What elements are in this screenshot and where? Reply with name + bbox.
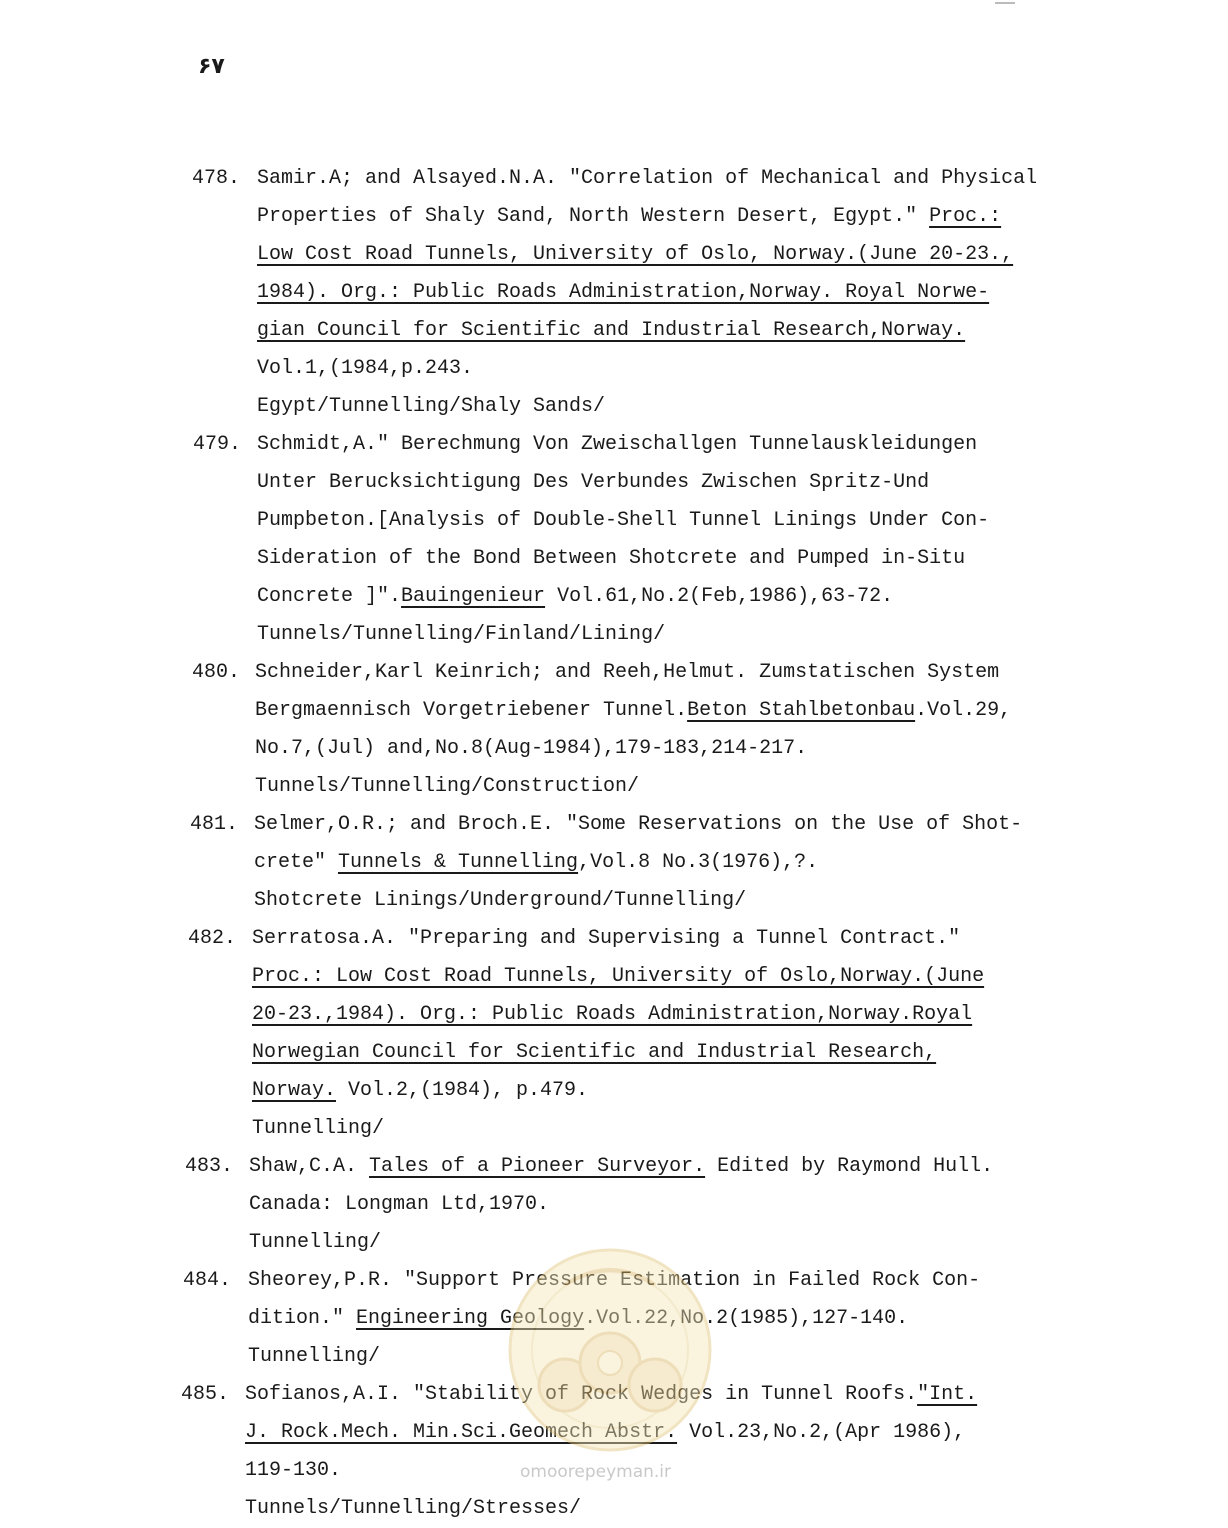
reference-line xyxy=(252,920,1228,958)
reference-text: .Vol.22,No.2(1985),127-140. xyxy=(584,1307,909,1330)
reference-number: 479. xyxy=(193,433,242,456)
reference-line xyxy=(248,1338,1228,1376)
reference-text: Unter Berucksichtigung Des Verbundes Zwischen Spritz-Und xyxy=(257,471,930,494)
reference-number: 485. xyxy=(181,1383,230,1406)
reference-line xyxy=(257,502,1228,540)
reference-line xyxy=(257,350,1228,388)
reference-text: Vol.1,(1984,p.243. xyxy=(257,357,474,380)
reference-text: Egypt/Tunnelling/Shaly Sands/ xyxy=(257,395,606,418)
reference-line xyxy=(248,1262,1228,1300)
reference-number: 478. xyxy=(192,167,241,190)
reference-title-underlined: Bauingenieur xyxy=(401,585,546,608)
reference-line xyxy=(255,654,1228,692)
reference-line xyxy=(257,274,1228,312)
reference-entry xyxy=(0,160,1228,426)
reference-title-underlined: Tales of a Pioneer Surveyor. xyxy=(369,1155,706,1178)
reference-line xyxy=(255,768,1228,806)
reference-title-underlined: Proc.: Low Cost Road Tunnels, University of Oslo,Norway.(June xyxy=(252,965,985,988)
reference-text: Tunnels/Tunnelling/Construction/ xyxy=(255,775,640,798)
reference-line xyxy=(245,1414,1228,1452)
reference-line xyxy=(249,1224,1228,1262)
reference-title-underlined: Engineering Geology xyxy=(356,1307,585,1330)
reference-number: 484. xyxy=(183,1269,232,1292)
reference-line xyxy=(254,844,1228,882)
reference-list xyxy=(0,160,1228,1528)
reference-text: Tunnelling/ xyxy=(249,1231,382,1254)
reference-title-underlined: Proc.: xyxy=(929,205,1002,228)
reference-line xyxy=(245,1376,1228,1414)
reference-entry xyxy=(0,920,1228,1148)
reference-line xyxy=(254,882,1228,920)
reference-text: Vol.61,No.2(Feb,1986),63-72. xyxy=(545,585,894,608)
reference-text: ,Vol.8 No.3(1976),?. xyxy=(578,851,819,874)
reference-entry xyxy=(0,654,1228,806)
reference-text: Tunnels/Tunnelling/Stresses/ xyxy=(245,1497,582,1520)
reference-number: 480. xyxy=(192,661,241,684)
reference-number: 481. xyxy=(190,813,239,836)
reference-entry xyxy=(0,1148,1228,1262)
reference-line xyxy=(257,312,1228,350)
reference-text: Sideration of the Bond Between Shotcrete and Pumped in-Situ xyxy=(257,547,966,570)
reference-title-underlined: J. Rock.Mech. Min.Sci.Geomech Abstr. xyxy=(245,1421,678,1444)
page-number: ۶۷ xyxy=(198,54,225,79)
reference-number: 483. xyxy=(185,1155,234,1178)
reference-text: Edited by Raymond Hull. xyxy=(705,1155,994,1178)
reference-line xyxy=(252,958,1228,996)
reference-title-underlined: Norway. xyxy=(252,1079,337,1102)
reference-line xyxy=(245,1452,1228,1490)
reference-entry xyxy=(0,1262,1228,1376)
reference-text: Shaw,C.A. xyxy=(249,1155,370,1178)
reference-text: Properties of Shaly Sand, North Western Desert, Egypt." xyxy=(257,205,930,228)
reference-text: Shotcrete Linings/Underground/Tunnelling/ xyxy=(254,889,747,912)
reference-text: 119-130. xyxy=(245,1459,342,1482)
reference-line xyxy=(249,1186,1228,1224)
reference-text: Tunnelling/ xyxy=(252,1117,385,1140)
reference-text: crete" xyxy=(254,851,339,874)
reference-line xyxy=(257,198,1228,236)
reference-entry xyxy=(0,806,1228,920)
reference-line xyxy=(245,1490,1228,1528)
reference-text: Pumpbeton.[Analysis of Double-Shell Tunnel Linings Under Con- xyxy=(257,509,990,532)
reference-text: Vol.23,No.2,(Apr 1986), xyxy=(677,1421,966,1444)
watermark-text: omoorepeyman.ir xyxy=(520,1462,672,1482)
reference-line xyxy=(249,1148,1228,1186)
reference-line xyxy=(257,160,1228,198)
reference-text: Concrete ]". xyxy=(257,585,402,608)
reference-line xyxy=(254,806,1228,844)
reference-text: Tunnels/Tunnelling/Finland/Lining/ xyxy=(257,623,666,646)
reference-line xyxy=(257,578,1228,616)
reference-line xyxy=(255,730,1228,768)
reference-text: No.7,(Jul) and,No.8(Aug-1984),179-183,214-217. xyxy=(255,737,808,760)
reference-title-underlined: Norwegian Council for Scientific and Industrial Research, xyxy=(252,1041,937,1064)
reference-line xyxy=(252,1072,1228,1110)
reference-text: Samir.A; and Alsayed.N.A. "Correlation of Mechanical and Physical xyxy=(257,167,1038,190)
reference-line xyxy=(257,426,1228,464)
reference-entry xyxy=(0,1376,1228,1528)
reference-text: Canada: Longman Ltd,1970. xyxy=(249,1193,550,1216)
reference-title-underlined: "Int. xyxy=(917,1383,978,1406)
reference-title-underlined: Tunnels & Tunnelling xyxy=(338,851,579,874)
scan-mark xyxy=(995,2,1015,4)
reference-title-underlined: 1984). Org.: Public Roads Administration,Norway. Royal Norwe- xyxy=(257,281,990,304)
reference-text: Sheorey,P.R. "Support Pressure Estimation in Failed Rock Con- xyxy=(248,1269,981,1292)
reference-line xyxy=(257,540,1228,578)
reference-line xyxy=(257,616,1228,654)
reference-line xyxy=(257,236,1228,274)
reference-text: Sofianos,A.I. "Stability of Rock Wedges in Tunnel Roofs. xyxy=(245,1383,918,1406)
reference-text: dition." xyxy=(248,1307,357,1330)
reference-text: Selmer,O.R.; and Broch.E. "Some Reservations on the Use of Shot- xyxy=(254,813,1023,836)
reference-line xyxy=(252,1034,1228,1072)
reference-line xyxy=(248,1300,1228,1338)
reference-title-underlined: 20-23.,1984). Org.: Public Roads Administration,Norway.Royal xyxy=(252,1003,973,1026)
reference-text: Schneider,Karl Keinrich; and Reeh,Helmut. Zumstatischen System xyxy=(255,661,1000,684)
reference-text: Tunnelling/ xyxy=(248,1345,381,1368)
reference-text: Bergmaennisch Vorgetriebener Tunnel. xyxy=(255,699,688,722)
reference-text: Schmidt,A." Berechmung Von Zweischallgen Tunnelauskleidungen xyxy=(257,433,978,456)
reference-line xyxy=(255,692,1228,730)
reference-text: Vol.2,(1984), p.479. xyxy=(336,1079,589,1102)
reference-title-underlined: gian Council for Scientific and Industrial Research,Norway. xyxy=(257,319,966,342)
reference-line xyxy=(252,996,1228,1034)
reference-text: .Vol.29, xyxy=(915,699,1012,722)
reference-line xyxy=(257,388,1228,426)
reference-title-underlined: Low Cost Road Tunnels, University of Oslo, Norway.(June 20-23., xyxy=(257,243,1014,266)
reference-entry xyxy=(0,426,1228,654)
reference-line xyxy=(252,1110,1228,1148)
reference-text: Serratosa.A. "Preparing and Supervising a Tunnel Contract." xyxy=(252,927,961,950)
reference-title-underlined: Beton Stahlbetonbau xyxy=(687,699,916,722)
reference-number: 482. xyxy=(188,927,237,950)
reference-line xyxy=(257,464,1228,502)
